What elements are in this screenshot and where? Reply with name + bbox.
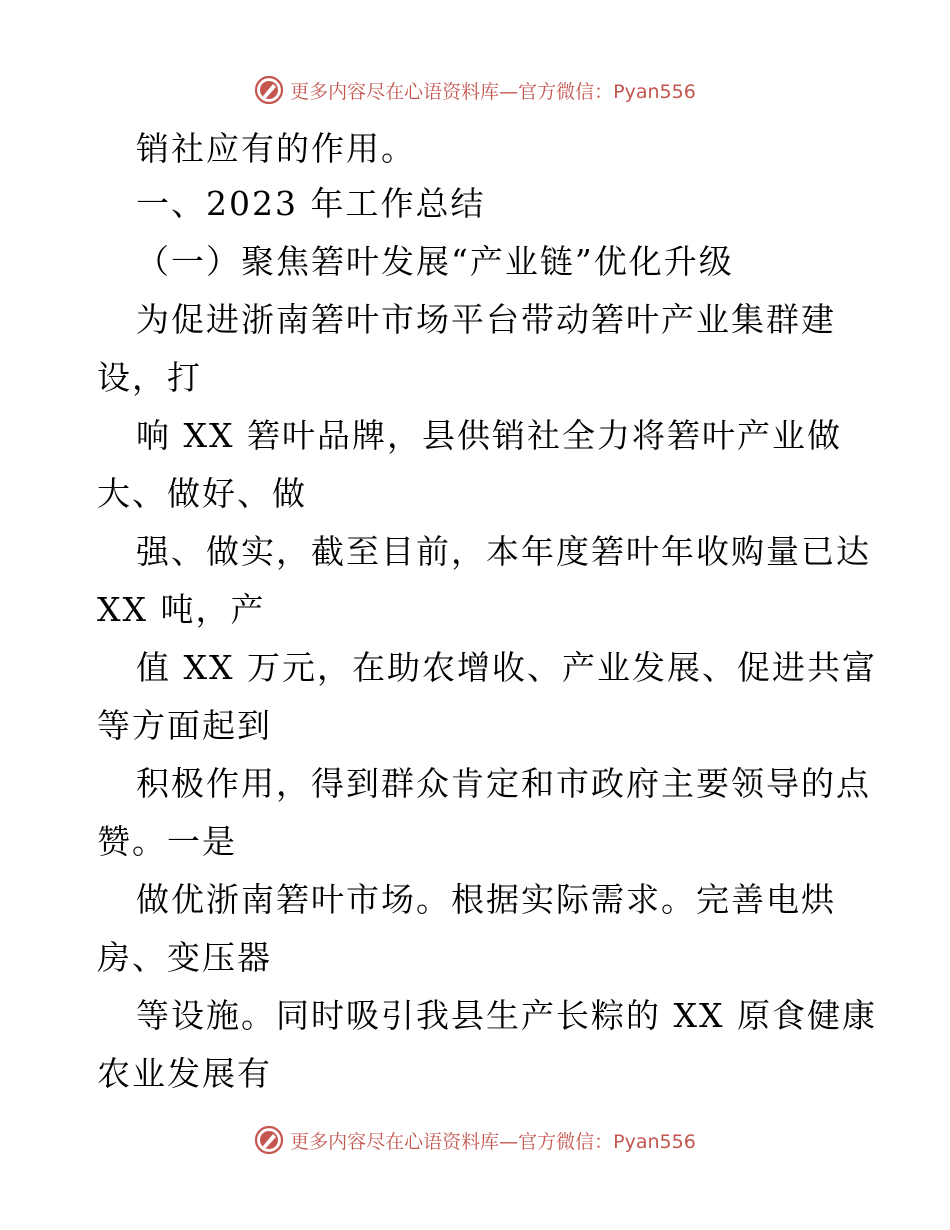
footer-watermark: [0, 1122, 950, 1158]
header-watermark: [0, 72, 950, 108]
body-line: 等设施。同时吸引我县生产长粽的 XX 原食健康: [136, 996, 877, 1035]
body-line: 强、做实，截至目前，本年度箬叶年收购量已达: [136, 532, 871, 571]
body-line: 房、变压器: [97, 938, 272, 977]
body-line: 响 XX 箬叶品牌，县供销社全力将箬叶产业做: [136, 416, 842, 455]
watermark-wechat-id: Pyan556: [613, 1130, 696, 1153]
section-heading: 一、2023 年工作总结: [136, 184, 486, 223]
pen-circle-icon: [254, 75, 284, 105]
watermark-text: 更多内容尽在心语资料库—官方微信：: [290, 1130, 614, 1153]
body-line: 值 XX 万元，在助农增收、产业发展、促进共富: [136, 648, 877, 687]
body-line: 等方面起到: [97, 706, 272, 745]
body-line: 做优浙南箬叶市场。根据实际需求。完善电烘: [136, 880, 836, 919]
pen-circle-icon: [254, 1125, 284, 1155]
body-line: 农业发展有: [97, 1054, 272, 1093]
body-line: 大、做好、做: [97, 474, 307, 513]
subsection-heading: （一）聚焦箬叶发展“产业链”优化升级: [136, 242, 734, 281]
body-line: 设，打: [97, 358, 202, 397]
body-line: XX 吨，产: [97, 590, 266, 629]
body-line: 积极作用，得到群众肯定和市政府主要领导的点: [136, 764, 871, 803]
body-line: 销社应有的作用。: [136, 129, 416, 168]
watermark-text: 更多内容尽在心语资料库—官方微信：: [290, 80, 614, 103]
body-line: 赞。一是: [97, 822, 237, 861]
body-line: 为促进浙南箬叶市场平台带动箬叶产业集群建: [136, 300, 836, 339]
watermark-wechat-id: Pyan556: [613, 80, 696, 103]
